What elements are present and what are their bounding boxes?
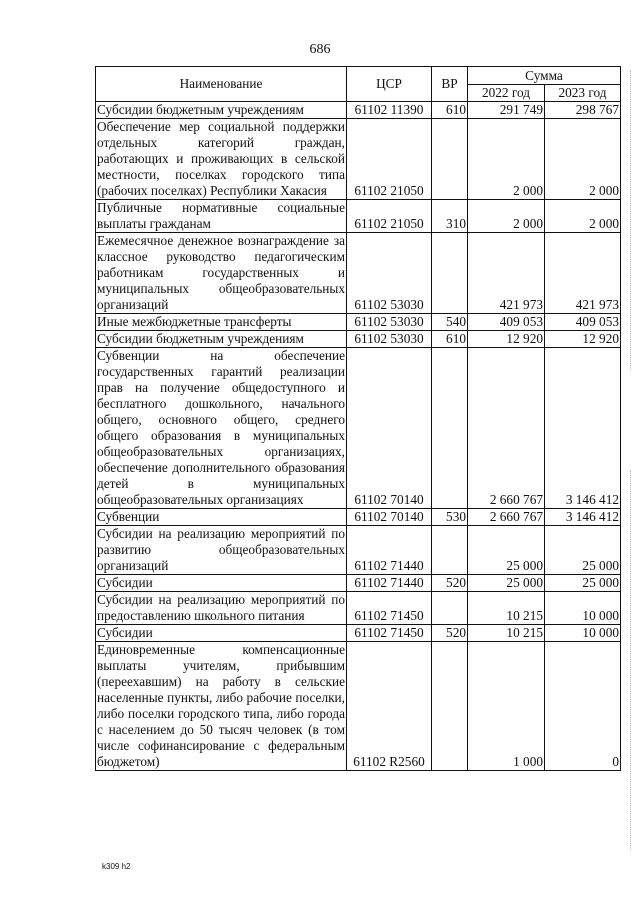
table-row <box>96 592 621 625</box>
cell-csr: 61102 70140 <box>347 348 432 509</box>
cell-amount-2022: 10 215 <box>468 625 545 642</box>
cell-amount-2023: 25 000 <box>545 575 621 592</box>
header-csr: ЦСР <box>347 67 432 102</box>
cell-amount-2022: 10 215 <box>468 592 545 625</box>
cell-name: Субвенции <box>96 509 347 526</box>
cell-vr: 520 <box>432 575 468 592</box>
cell-amount-2022: 409 053 <box>468 314 545 331</box>
cell-vr <box>432 526 468 575</box>
cell-csr: 61102 53030 <box>347 314 432 331</box>
cell-amount-2023: 10 000 <box>545 625 621 642</box>
cell-name: Субвенции на обеспечение государственных гарантий реализации прав на получение общедоступного и бесплатного дошкольного, начального общего, основного общего, среднего общего образования в муниципальных общеобразовательных организациях, обеспечение дополнительного образования детей в муниципальных общеобразовательных организациях <box>97 348 345 507</box>
cell-name: Публичные нормативные социальные выплаты гражданам <box>97 200 345 231</box>
cell-amount-2022: 2 000 <box>468 119 545 200</box>
cell-csr: 61102 71440 <box>347 575 432 592</box>
header-year-2023: 2023 год <box>545 85 621 102</box>
cell-csr: 61102 R2560 <box>347 642 432 771</box>
cell-csr: 61102 21050 <box>347 119 432 200</box>
cell-name: Обеспечение мер социальной поддержки отдельных категорий граждан, работающих и проживающих в сельской местности, поселках городского типа (рабочих поселках) Республики Хакасия <box>97 119 345 198</box>
header-year-2022: 2022 год <box>468 85 545 102</box>
cell-name: Иные межбюджетные трансферты <box>96 314 347 331</box>
cell-csr: 61102 21050 <box>347 200 432 233</box>
table-row <box>96 233 621 314</box>
page-number: 686 <box>309 42 331 57</box>
table-row <box>96 575 621 592</box>
cell-vr <box>432 233 468 314</box>
table-row <box>96 200 621 233</box>
cell-amount-2023: 2 000 <box>545 119 621 200</box>
table-row <box>96 119 621 200</box>
cell-csr: 61102 53030 <box>347 331 432 348</box>
cell-amount-2023: 421 973 <box>545 233 621 314</box>
cell-vr: 530 <box>432 509 468 526</box>
table-row <box>96 314 621 331</box>
cell-amount-2023: 3 146 412 <box>545 348 621 509</box>
scan-edge-mark <box>630 70 632 370</box>
cell-name: Субсидии <box>96 575 347 592</box>
cell-amount-2023: 409 053 <box>545 314 621 331</box>
cell-vr <box>432 119 468 200</box>
cell-amount-2023: 10 000 <box>545 592 621 625</box>
cell-amount-2022: 25 000 <box>468 526 545 575</box>
cell-name: Субсидии <box>96 625 347 642</box>
cell-amount-2022: 2 000 <box>468 200 545 233</box>
table-row <box>96 526 621 575</box>
cell-name: Субсидии бюджетным учреждениям <box>96 331 347 348</box>
cell-vr: 610 <box>432 102 468 119</box>
cell-amount-2022: 421 973 <box>468 233 545 314</box>
budget-table <box>95 66 621 771</box>
header-sum: Сумма <box>468 67 621 85</box>
table-row <box>96 642 621 771</box>
cell-vr: 520 <box>432 625 468 642</box>
scan-edge-mark <box>630 470 632 850</box>
cell-name: Субсидии бюджетным учреждениям <box>96 102 347 119</box>
cell-amount-2022: 25 000 <box>468 575 545 592</box>
cell-name: Ежемесячное денежное вознаграждение за классное руководство педагогическим работникам государственных и муниципальных общеобразовательных организаций <box>97 233 345 312</box>
cell-csr: 61102 71440 <box>347 526 432 575</box>
header-vr: ВР <box>432 67 468 102</box>
cell-name: Субсидии на реализацию мероприятий по предоставлению школьного питания <box>97 592 345 623</box>
cell-amount-2022: 291 749 <box>468 102 545 119</box>
table-row <box>96 331 621 348</box>
table-row <box>96 102 621 119</box>
header-name: Наименование <box>96 67 347 102</box>
cell-amount-2023: 0 <box>545 642 621 771</box>
cell-amount-2023: 25 000 <box>545 526 621 575</box>
footer-code: k309 h2 <box>102 862 131 871</box>
cell-csr: 61102 71450 <box>347 592 432 625</box>
table-row <box>96 509 621 526</box>
cell-csr: 61102 70140 <box>347 509 432 526</box>
table-header <box>96 67 621 102</box>
cell-vr <box>432 642 468 771</box>
cell-amount-2022: 12 920 <box>468 331 545 348</box>
cell-vr: 310 <box>432 200 468 233</box>
cell-vr: 610 <box>432 331 468 348</box>
table-body <box>96 102 621 771</box>
cell-name: Единовременные компенсационные выплаты учителям, прибывшим (переехавшим) на работу в сельские населенные пункты, либо рабочие поселки, либо поселки городского типа, либо города с населением до 50 тысяч человек (в том числе софинансирование с федеральным бюджетом) <box>97 642 345 769</box>
table-row <box>96 625 621 642</box>
cell-amount-2022: 1 000 <box>468 642 545 771</box>
cell-vr <box>432 592 468 625</box>
cell-amount-2023: 3 146 412 <box>545 509 621 526</box>
cell-csr: 61102 53030 <box>347 233 432 314</box>
cell-amount-2023: 2 000 <box>545 200 621 233</box>
cell-name: Субсидии на реализацию мероприятий по развитию общеобразовательных организаций <box>97 526 345 573</box>
cell-csr: 61102 71450 <box>347 625 432 642</box>
cell-vr <box>432 348 468 509</box>
table-row <box>96 348 621 509</box>
cell-vr: 540 <box>432 314 468 331</box>
cell-csr: 61102 11390 <box>347 102 432 119</box>
cell-amount-2023: 298 767 <box>545 102 621 119</box>
cell-amount-2022: 2 660 767 <box>468 348 545 509</box>
cell-amount-2023: 12 920 <box>545 331 621 348</box>
cell-amount-2022: 2 660 767 <box>468 509 545 526</box>
